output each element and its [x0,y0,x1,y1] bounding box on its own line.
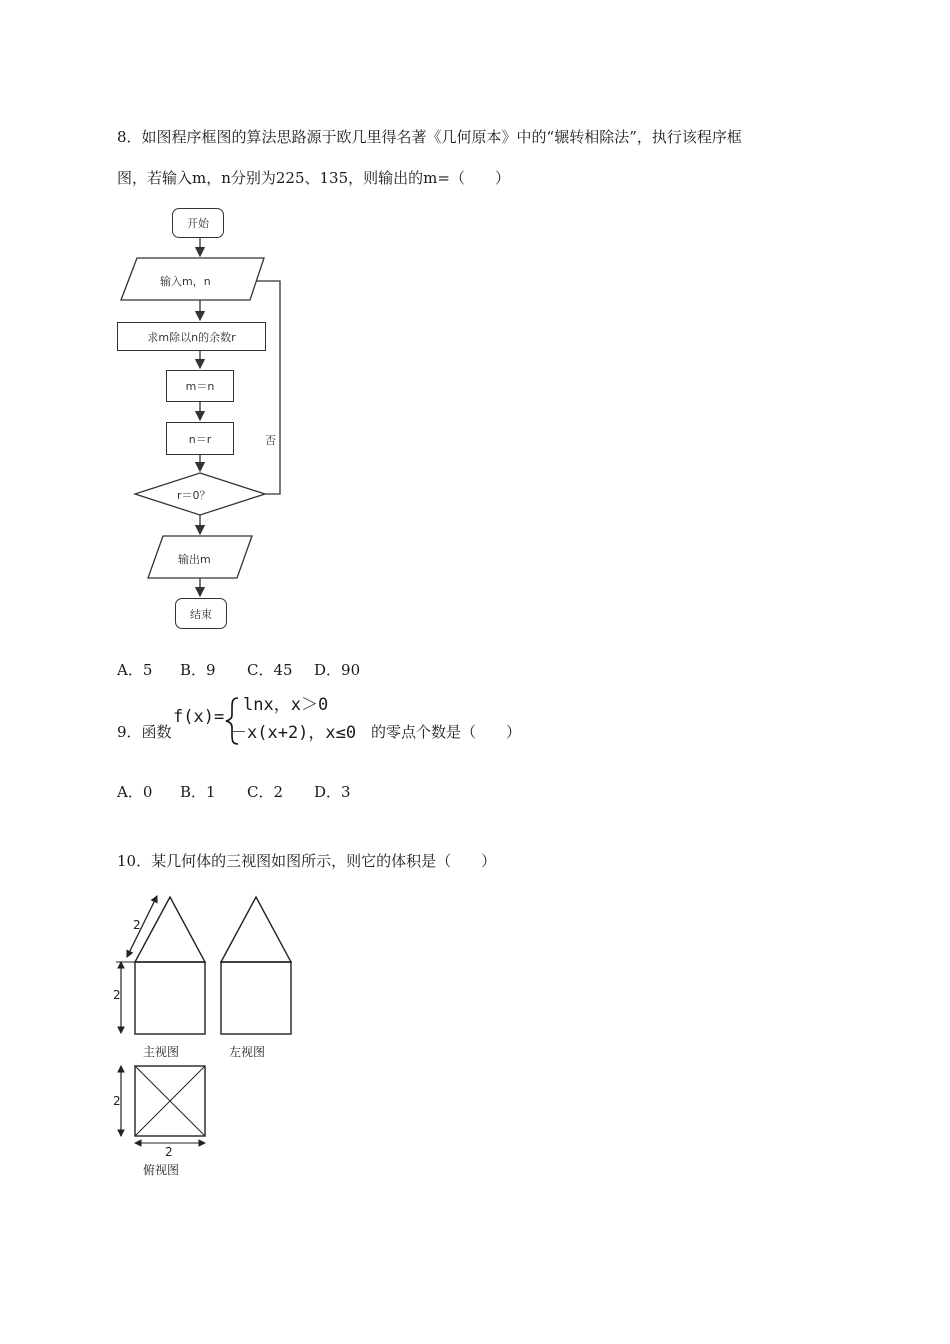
q9-func-name: f(x)= [173,707,225,727]
q8-option-c: C．45 [247,661,293,679]
q9-prefix: 9．函数 [117,723,172,741]
side-view [221,897,291,1034]
flowchart-start: 开始 [172,208,224,238]
flowchart-assign-m: m＝n [166,370,234,402]
dim-height-label: 2 [113,988,121,1002]
q9-option-d: D．3 [314,783,351,801]
q8-option-a: A．5 [117,661,153,679]
q9-option-a: A．0 [117,783,153,801]
top-view [121,1066,205,1143]
top-view-label: 俯视图 [143,1163,180,1177]
flowchart-remainder: 求m除以n的余数r [117,322,266,351]
q10-text: 10．某几何体的三视图如图所示，则它的体积是（ ） [117,852,497,870]
q9-case2: －x(x+2)，x≤0 [230,723,357,743]
q8-option-b: B．9 [180,661,216,679]
dim-top-width-label: 2 [165,1145,173,1159]
flowchart-end: 结束 [175,598,227,629]
q9-option-c: C．2 [247,783,284,801]
flowchart-output-label: 输出m [178,553,211,566]
flowchart-condition-label: r＝0？ [177,489,211,502]
flowchart-assign-n: n＝r [166,422,234,455]
dim-slant-label: 2 [133,918,141,932]
q9-case1: lnx，x＞0 [243,695,329,715]
q8-option-d: D．90 [314,661,361,679]
front-view [116,896,205,1034]
q9-suffix: 的零点个数是（ ） [371,723,522,741]
dim-top-height-label: 2 [113,1094,121,1108]
front-view-label: 主视图 [143,1045,180,1059]
flowchart-input-label: 输入m，n [160,275,211,288]
q8-text-line1: 8．如图程序框图的算法思路源于欧几里得名著《几何原本》中的“辗转相除法”，执行该程序框 [117,128,742,146]
q8-text-line2: 图，若输入m，n分别为225、135，则输出的m=（ ） [117,169,510,187]
flowchart-no-label: 否 [265,434,276,447]
q9-option-b: B．1 [180,783,216,801]
side-view-label: 左视图 [229,1045,266,1059]
